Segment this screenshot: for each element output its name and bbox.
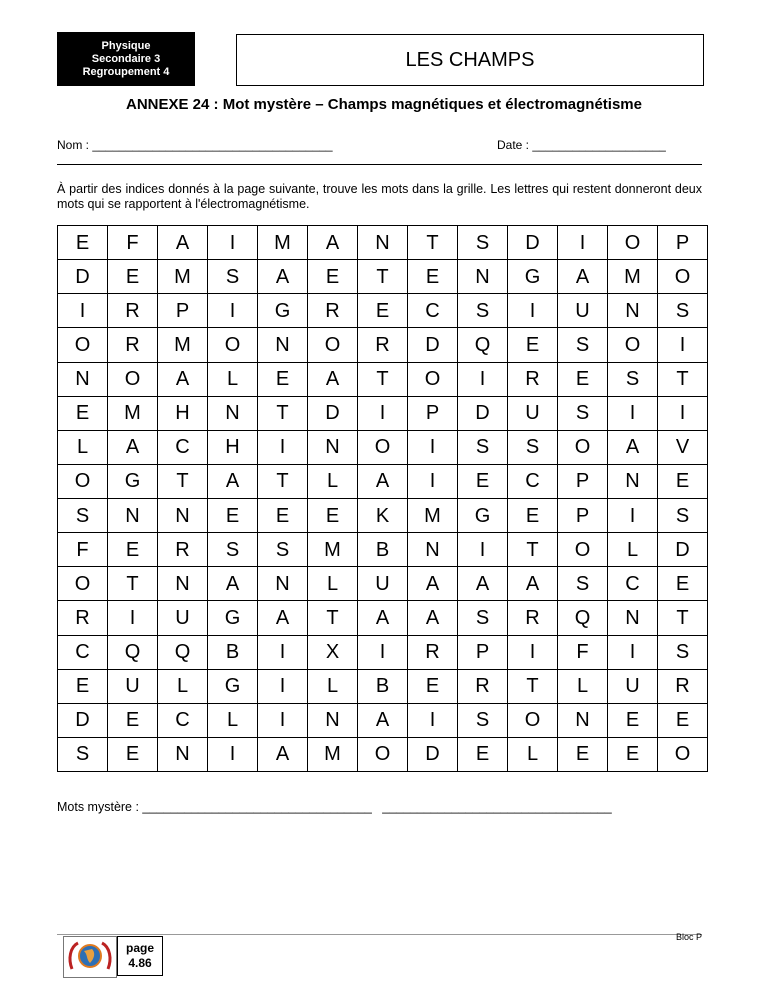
- grid-cell: E: [458, 464, 508, 498]
- grid-cell: M: [258, 226, 308, 260]
- grid-cell: C: [158, 703, 208, 737]
- grid-cell: A: [358, 703, 408, 737]
- grid-cell: A: [608, 430, 658, 464]
- grid-cell: L: [308, 464, 358, 498]
- grid-cell: S: [458, 703, 508, 737]
- grid-cell: Q: [458, 328, 508, 362]
- grid-cell: O: [558, 430, 608, 464]
- grid-cell: A: [258, 601, 308, 635]
- subject-line-3: Regroupement 4: [82, 65, 170, 78]
- grid-cell: C: [408, 294, 458, 328]
- grid-cell: O: [308, 328, 358, 362]
- grid-cell: E: [658, 464, 708, 498]
- grid-cell: D: [58, 703, 108, 737]
- grid-cell: D: [508, 226, 558, 260]
- grid-cell: T: [258, 464, 308, 498]
- grid-cell: U: [508, 396, 558, 430]
- grid-cell: I: [108, 601, 158, 635]
- name-field[interactable]: Nom : ____________________________________: [57, 138, 333, 152]
- grid-cell: A: [158, 226, 208, 260]
- grid-cell: I: [58, 294, 108, 328]
- grid-cell: C: [508, 464, 558, 498]
- grid-cell: D: [658, 533, 708, 567]
- grid-cell: P: [558, 464, 608, 498]
- grid-cell: I: [258, 703, 308, 737]
- page-number: 4.86: [128, 956, 152, 970]
- grid-cell: G: [508, 260, 558, 294]
- divider: [57, 164, 702, 165]
- grid-cell: L: [208, 362, 258, 396]
- grid-cell: N: [458, 260, 508, 294]
- grid-cell: S: [608, 362, 658, 396]
- grid-cell: E: [408, 669, 458, 703]
- grid-cell: U: [558, 294, 608, 328]
- grid-row: [58, 669, 708, 703]
- grid-cell: T: [358, 362, 408, 396]
- grid-cell: R: [308, 294, 358, 328]
- grid-cell: S: [508, 430, 558, 464]
- grid-cell: S: [258, 533, 308, 567]
- grid-cell: I: [408, 430, 458, 464]
- grid-cell: I: [258, 430, 308, 464]
- grid-cell: R: [158, 533, 208, 567]
- grid-row: [58, 226, 708, 260]
- grid-cell: Q: [558, 601, 608, 635]
- grid-cell: A: [308, 362, 358, 396]
- grid-cell: I: [508, 635, 558, 669]
- footer-divider: [57, 934, 702, 935]
- grid-cell: R: [408, 635, 458, 669]
- grid-cell: N: [58, 362, 108, 396]
- grid-cell: T: [108, 567, 158, 601]
- grid-cell: D: [458, 396, 508, 430]
- grid-cell: R: [508, 601, 558, 635]
- grid-row: [58, 396, 708, 430]
- grid-cell: P: [408, 396, 458, 430]
- grid-cell: I: [508, 294, 558, 328]
- grid-cell: E: [258, 362, 308, 396]
- grid-cell: G: [208, 601, 258, 635]
- grid-cell: G: [258, 294, 308, 328]
- grid-cell: T: [508, 533, 558, 567]
- grid-cell: M: [158, 328, 208, 362]
- grid-cell: O: [358, 737, 408, 771]
- grid-cell: D: [58, 260, 108, 294]
- grid-cell: N: [408, 533, 458, 567]
- grid-cell: H: [158, 396, 208, 430]
- grid-cell: E: [408, 260, 458, 294]
- grid-cell: O: [408, 362, 458, 396]
- grid-cell: O: [208, 328, 258, 362]
- grid-cell: E: [208, 499, 258, 533]
- grid-cell: S: [558, 328, 608, 362]
- grid-cell: R: [108, 294, 158, 328]
- grid-cell: M: [158, 260, 208, 294]
- grid-cell: A: [558, 260, 608, 294]
- grid-cell: E: [308, 260, 358, 294]
- grid-cell: M: [308, 533, 358, 567]
- grid-cell: T: [308, 601, 358, 635]
- grid-cell: A: [458, 567, 508, 601]
- grid-cell: I: [608, 499, 658, 533]
- grid-cell: S: [208, 260, 258, 294]
- grid-cell: N: [108, 499, 158, 533]
- grid-cell: N: [558, 703, 608, 737]
- grid-cell: L: [208, 703, 258, 737]
- grid-cell: R: [508, 362, 558, 396]
- grid-cell: S: [558, 567, 608, 601]
- grid-row: [58, 499, 708, 533]
- grid-cell: N: [308, 430, 358, 464]
- grid-cell: A: [258, 737, 308, 771]
- grid-cell: I: [608, 635, 658, 669]
- subject-box: [57, 32, 195, 86]
- grid-cell: S: [458, 430, 508, 464]
- grid-cell: N: [608, 294, 658, 328]
- grid-cell: R: [108, 328, 158, 362]
- grid-row: [58, 328, 708, 362]
- subject-line-1: Physique: [101, 39, 151, 52]
- grid-cell: N: [308, 703, 358, 737]
- grid-cell: S: [208, 533, 258, 567]
- grid-cell: D: [408, 737, 458, 771]
- grid-cell: F: [58, 533, 108, 567]
- grid-cell: G: [208, 669, 258, 703]
- grid-cell: O: [608, 328, 658, 362]
- grid-cell: O: [58, 328, 108, 362]
- grid-cell: P: [558, 499, 608, 533]
- grid-cell: I: [208, 226, 258, 260]
- grid-cell: U: [108, 669, 158, 703]
- grid-cell: U: [158, 601, 208, 635]
- grid-cell: C: [608, 567, 658, 601]
- grid-cell: T: [508, 669, 558, 703]
- grid-cell: R: [658, 669, 708, 703]
- grid-cell: E: [308, 499, 358, 533]
- grid-row: [58, 703, 708, 737]
- grid-cell: I: [358, 396, 408, 430]
- grid-cell: E: [358, 294, 408, 328]
- date-field[interactable]: Date : ____________________: [497, 138, 666, 152]
- grid-cell: E: [458, 737, 508, 771]
- grid-cell: E: [58, 396, 108, 430]
- grid-cell: S: [458, 294, 508, 328]
- grid-cell: O: [658, 737, 708, 771]
- grid-cell: F: [558, 635, 608, 669]
- grid-row: [58, 635, 708, 669]
- grid-cell: V: [658, 430, 708, 464]
- grid-cell: S: [458, 226, 508, 260]
- grid-cell: N: [258, 328, 308, 362]
- grid-cell: N: [158, 567, 208, 601]
- grid-cell: N: [158, 499, 208, 533]
- grid-row: [58, 260, 708, 294]
- grid-cell: I: [258, 635, 308, 669]
- grid-cell: E: [108, 737, 158, 771]
- grid-cell: U: [608, 669, 658, 703]
- grid-cell: E: [508, 328, 558, 362]
- grid-cell: E: [658, 703, 708, 737]
- grid-cell: N: [608, 464, 658, 498]
- grid-cell: M: [308, 737, 358, 771]
- grid-cell: C: [58, 635, 108, 669]
- grid-cell: I: [558, 226, 608, 260]
- grid-cell: A: [508, 567, 558, 601]
- grid-cell: T: [408, 226, 458, 260]
- grid-cell: A: [208, 464, 258, 498]
- grid-cell: M: [408, 499, 458, 533]
- grid-cell: I: [658, 328, 708, 362]
- grid-cell: D: [308, 396, 358, 430]
- grid-cell: P: [658, 226, 708, 260]
- grid-cell: T: [658, 362, 708, 396]
- grid-cell: X: [308, 635, 358, 669]
- grid-cell: E: [658, 567, 708, 601]
- grid-cell: M: [608, 260, 658, 294]
- grid-cell: R: [358, 328, 408, 362]
- grid-cell: O: [508, 703, 558, 737]
- grid-cell: S: [58, 499, 108, 533]
- grid-cell: A: [208, 567, 258, 601]
- mystery-words-field[interactable]: Mots mystère : _________________________________ _________________________________: [57, 800, 612, 814]
- bloc-label: Bloc P: [675, 932, 702, 942]
- page-label: page: [125, 941, 154, 955]
- grid-cell: I: [608, 396, 658, 430]
- word-search-grid: [57, 225, 708, 772]
- grid-cell: S: [458, 601, 508, 635]
- grid-cell: R: [458, 669, 508, 703]
- chapter-title: LES CHAMPS: [236, 34, 704, 86]
- grid-cell: N: [608, 601, 658, 635]
- grid-cell: E: [108, 703, 158, 737]
- grid-cell: T: [258, 396, 308, 430]
- grid-cell: M: [108, 396, 158, 430]
- grid-cell: G: [458, 499, 508, 533]
- grid-cell: S: [558, 396, 608, 430]
- instructions: À partir des indices donnés à la page suivante, trouve les mots dans la grille. Les lettres qui restent donneront deux mots qui se rapportent à l'électromagnétisme.: [57, 182, 702, 211]
- grid-cell: A: [108, 430, 158, 464]
- grid-cell: E: [58, 226, 108, 260]
- grid-cell: A: [358, 601, 408, 635]
- grid-cell: L: [58, 430, 108, 464]
- grid-cell: E: [108, 260, 158, 294]
- grid-cell: P: [158, 294, 208, 328]
- grid-cell: S: [658, 499, 708, 533]
- annex-title: ANNEXE 24 : Mot mystère – Champs magnétiques et électromagnétisme: [126, 96, 642, 113]
- grid-row: [58, 294, 708, 328]
- grid-cell: I: [208, 294, 258, 328]
- page-number-box: [117, 936, 163, 976]
- grid-row: [58, 362, 708, 396]
- grid-cell: P: [458, 635, 508, 669]
- grid-cell: B: [208, 635, 258, 669]
- grid-cell: I: [358, 635, 408, 669]
- grid-cell: E: [258, 499, 308, 533]
- grid-cell: I: [658, 396, 708, 430]
- grid-cell: A: [408, 567, 458, 601]
- grid-cell: Q: [108, 635, 158, 669]
- grid-cell: A: [408, 601, 458, 635]
- grid-cell: L: [508, 737, 558, 771]
- grid-cell: B: [358, 533, 408, 567]
- grid-cell: T: [158, 464, 208, 498]
- grid-row: [58, 430, 708, 464]
- grid-cell: A: [358, 464, 408, 498]
- grid-cell: N: [208, 396, 258, 430]
- grid-cell: T: [658, 601, 708, 635]
- grid-cell: L: [558, 669, 608, 703]
- grid-cell: O: [108, 362, 158, 396]
- grid-cell: D: [408, 328, 458, 362]
- grid-cell: N: [158, 737, 208, 771]
- grid-cell: I: [258, 669, 308, 703]
- grid-cell: O: [358, 430, 408, 464]
- grid-cell: A: [308, 226, 358, 260]
- grid-cell: I: [408, 703, 458, 737]
- grid-cell: L: [158, 669, 208, 703]
- grid-cell: E: [608, 703, 658, 737]
- grid-cell: I: [458, 533, 508, 567]
- grid-cell: K: [358, 499, 408, 533]
- grid-cell: O: [658, 260, 708, 294]
- grid-cell: S: [658, 294, 708, 328]
- grid-cell: R: [58, 601, 108, 635]
- grid-cell: I: [458, 362, 508, 396]
- grid-row: [58, 464, 708, 498]
- grid-cell: A: [258, 260, 308, 294]
- globe-emblem-icon: [63, 936, 117, 978]
- subject-line-2: Secondaire 3: [91, 52, 161, 65]
- grid-cell: O: [558, 533, 608, 567]
- grid-cell: E: [58, 669, 108, 703]
- grid-cell: L: [608, 533, 658, 567]
- grid-row: [58, 533, 708, 567]
- grid-cell: E: [558, 362, 608, 396]
- grid-cell: C: [158, 430, 208, 464]
- grid-cell: O: [58, 464, 108, 498]
- grid-cell: G: [108, 464, 158, 498]
- grid-cell: E: [608, 737, 658, 771]
- grid-cell: I: [408, 464, 458, 498]
- grid-cell: H: [208, 430, 258, 464]
- grid-row: [58, 567, 708, 601]
- grid-cell: I: [208, 737, 258, 771]
- grid-cell: E: [108, 533, 158, 567]
- grid-cell: S: [658, 635, 708, 669]
- grid-row: [58, 737, 708, 771]
- grid-cell: O: [608, 226, 658, 260]
- grid-cell: E: [558, 737, 608, 771]
- grid-cell: O: [58, 567, 108, 601]
- grid-cell: F: [108, 226, 158, 260]
- grid-cell: B: [358, 669, 408, 703]
- grid-cell: A: [158, 362, 208, 396]
- grid-cell: N: [358, 226, 408, 260]
- grid-cell: Q: [158, 635, 208, 669]
- grid-row: [58, 601, 708, 635]
- grid-cell: L: [308, 567, 358, 601]
- grid-cell: L: [308, 669, 358, 703]
- grid-cell: U: [358, 567, 408, 601]
- grid-cell: S: [58, 737, 108, 771]
- grid-cell: T: [358, 260, 408, 294]
- grid-cell: E: [508, 499, 558, 533]
- grid-cell: N: [258, 567, 308, 601]
